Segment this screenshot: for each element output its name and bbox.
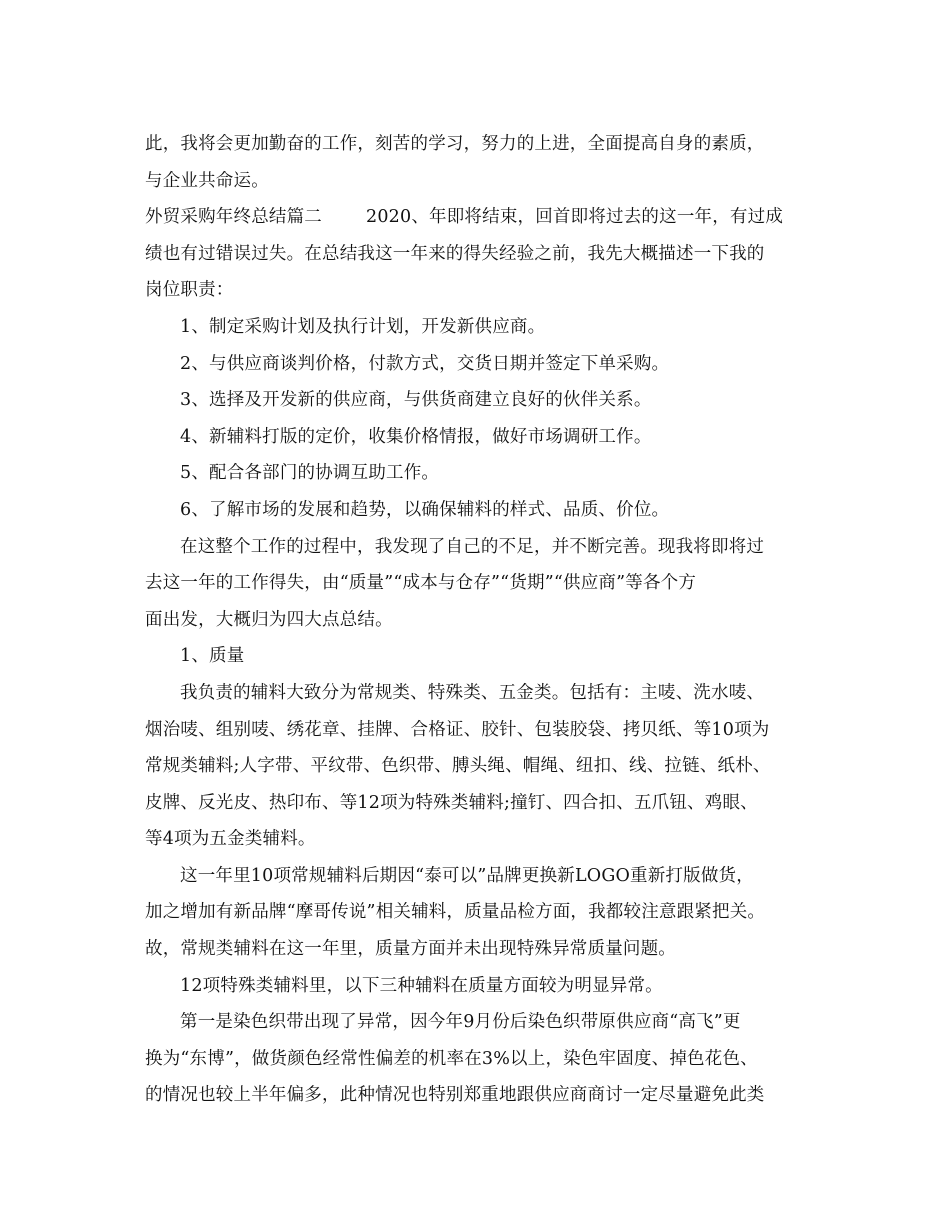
text-line: 我负责的辅料大致分为常规类、特殊类、五金类。包括有：主唛、洗水唛、 (180, 682, 765, 703)
subheading: 1、质量 (180, 646, 245, 667)
text-line: 皮牌、反光皮、热印布、等12项为特殊类辅料;撞钉、四合扣、五爪钮、鸡眼、 (145, 792, 758, 813)
text-line: 绩也有过错误过失。在总结我这一年来的得失经验之前，我先大概描述一下我的 (145, 243, 765, 264)
text-line: 此，我将会更加勤奋的工作，刻苦的学习，努力的上进，全面提高自身的素质， (145, 134, 765, 154)
text-line: 岗位职责： (145, 280, 234, 301)
document-body (145, 126, 815, 1114)
text-line: 与企业共命运。 (145, 170, 269, 191)
text-line: 常规类辅料;人字带、平纹带、色织带、膊头绳、帽绳、纽扣、线、拉链、纸朴、 (145, 756, 771, 777)
text-line: 故，常规类辅料在这一年里，质量方面并未出现特殊异常质量问题。 (145, 939, 676, 960)
text-line: 换为“东博”，做货颜色经常性偏差的机率在3%以上，染色牢固度、掉色花色、 (145, 1048, 758, 1069)
list-item: 4、新辅料打版的定价，收集价格情报，做好市场调研工作。 (180, 426, 652, 447)
list-item: 6、了解市场的发展和趋势，以确保辅料的样式、品质、价位。 (180, 499, 670, 520)
list-item: 1、制定采购计划及执行计划，开发新供应商。 (180, 316, 546, 337)
text-line: 2020、年即将结束，回首即将过去的这一年，有过成 (366, 207, 784, 228)
list-item: 5、配合各部门的协调互助工作。 (180, 463, 440, 484)
text-line: 烟治唛、组别唛、绣花章、挂牌、合格证、胶针、包装胶袋、拷贝纸、等10项为 (145, 719, 770, 740)
text-line: 这一年里10项常规辅料后期因“泰可以”品牌更换新LOGO重新打版做货， (180, 865, 754, 886)
text-line: 第一是染色织带出现了异常，因今年9月份后染色织带原供应商“高飞”更 (180, 1012, 741, 1033)
text-line: 在这整个工作的过程中，我发现了自己的不足，并不断完善。现我将即将过 (180, 536, 765, 557)
text-line: 的情况也较上半年偏多，此种情况也特别郑重地跟供应商商讨一定尽量避免此类 (145, 1085, 765, 1106)
text-line: 等4项为五金类辅料。 (145, 829, 316, 850)
text-line: 加之增加有新品牌“摩哥传说”相关辅料，质量品检方面，我都较注意跟紧把关。 (145, 902, 766, 923)
list-item: 3、选择及开发新的供应商，与供货商建立良好的伙伴关系。 (180, 390, 652, 411)
text-line: 面出发，大概归为四大点总结。 (145, 609, 393, 630)
text-line: 去这一年的工作得失，由“质量”“成本与仓存”“货期”“供应商”等各个方 (145, 573, 697, 594)
section-heading-line (145, 199, 815, 236)
text-line: 12项特殊类辅料里，以下三种辅料在质量方面较为明显异常。 (180, 975, 663, 996)
list-item: 2、与供应商谈判价格，付款方式，交货日期并签定下单采购。 (180, 353, 670, 374)
section-heading: 外贸采购年终总结篇二 (145, 207, 322, 228)
